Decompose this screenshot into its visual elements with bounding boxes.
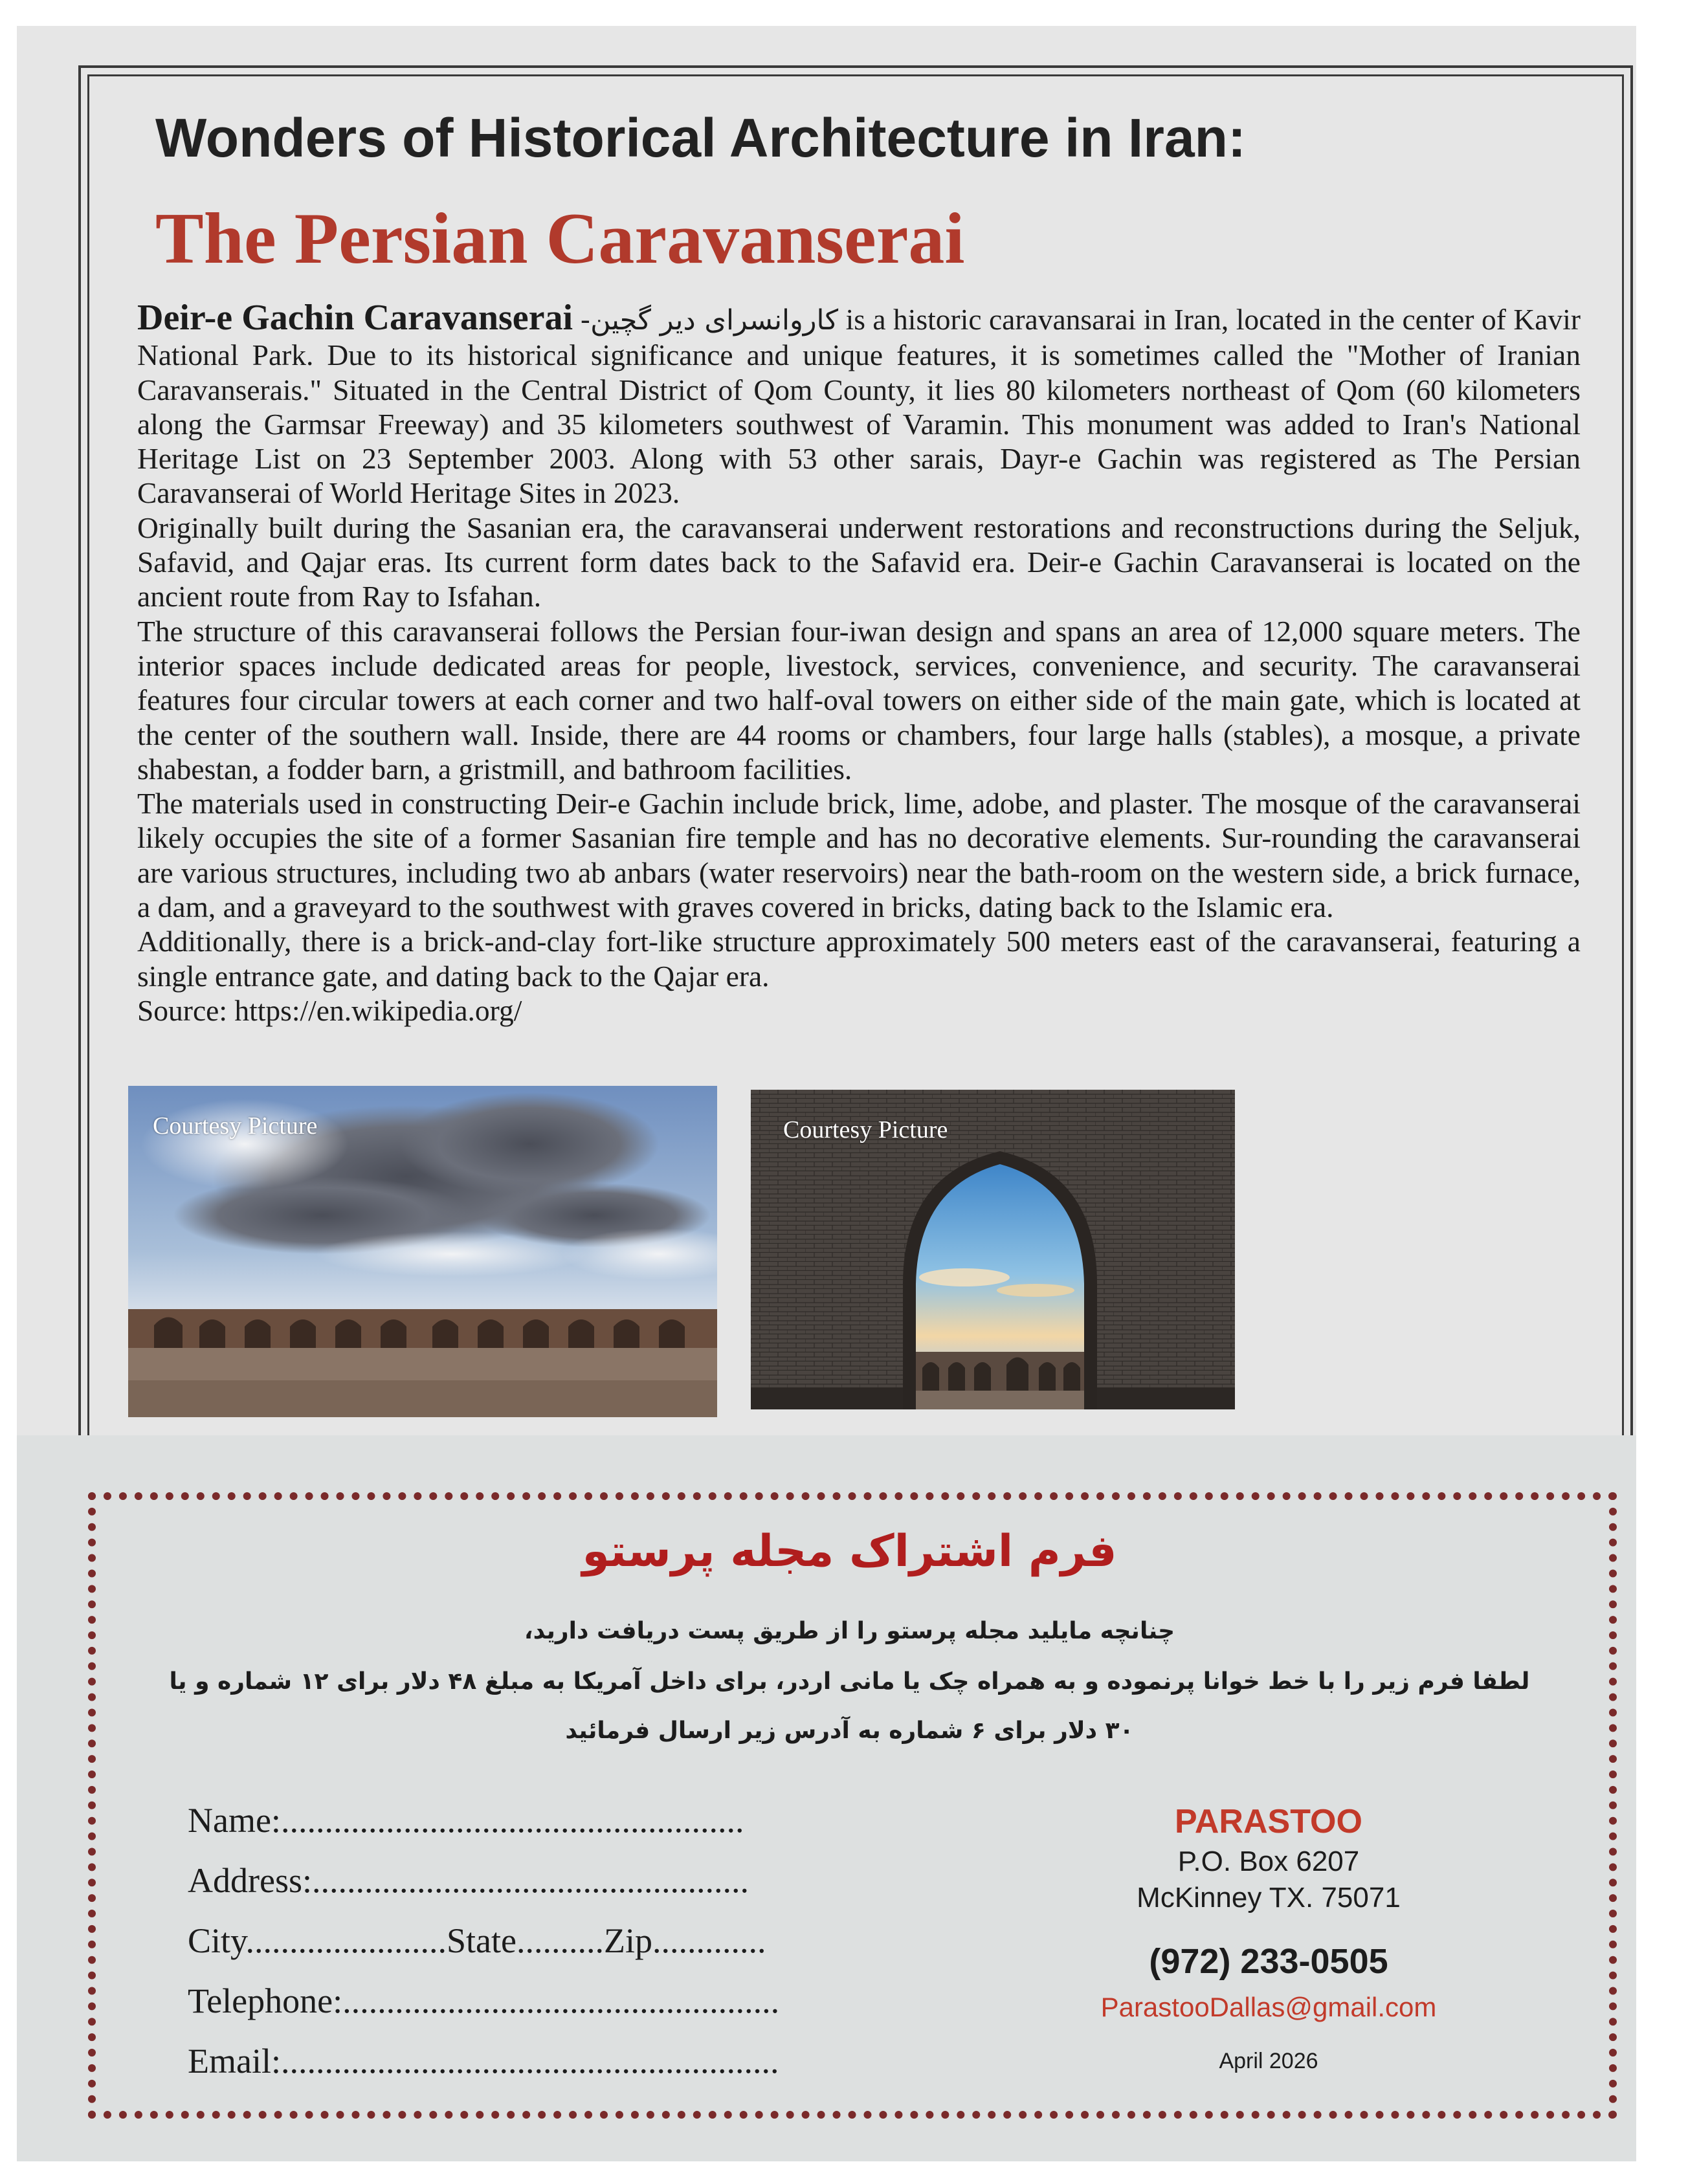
lead-farsi-name: -کاروانسرای دیر گچین xyxy=(580,304,839,336)
photo-credit-2: Courtesy Picture xyxy=(783,1116,948,1143)
subscription-form-title: فرم اشتراک مجله پرستو xyxy=(582,1526,1117,1577)
contact-po-box: P.O. Box 6207 xyxy=(1177,1846,1360,1877)
article-paragraph-1 xyxy=(137,298,1581,511)
email-field: Email:......................................................... xyxy=(188,2042,779,2080)
contact-city: McKinney TX. 75071 xyxy=(1137,1882,1401,1914)
subscription-instructions-2: لطفا فرم زیر را با خط خوانا پرنموده و به همراه چک یا مانی اردر، برای داخل آمریکا به مبلغ ۴۸ دلار برای ۱۲ شماره و یا xyxy=(169,1668,1530,1695)
photo-credit-1: Courtesy Picture xyxy=(153,1112,318,1140)
contact-email: ParastooDallas@gmail.com xyxy=(1100,1992,1437,2022)
article-heading: Wonders of Historical Architecture in Iran: xyxy=(155,107,1246,168)
article-source: Source: https://en.wikipedia.org/ xyxy=(137,993,522,1027)
issue-date: April 2026 xyxy=(1219,2049,1318,2073)
article-paragraph-2: Originally built during the Sasanian era, the caravanserai underwent restorations and reconstructions during the Seljuk, Safavid, and Qajar eras. Its current form dates back to the Safavid era. Deir-e Gachin Caravanserai is located on the ancient route from Ray to Isfahan. xyxy=(137,511,1581,613)
article-paragraph-3: The structure of this caravanserai follows the Persian four-iwan design and spans an area of 12,000 square meters. The interior spaces include dedicated areas for people, livestock, services, convenience, and security. The caravanserai features four circular towers at each corner and two half-oval towers on either side of the main gate, which is located at the center of the southern wall. Inside, there are 44 rooms or chambers, four large halls (stables), a mosque, a private shabestan, a fodder barn, a gristmill, and bathroom facilities. xyxy=(137,614,1581,786)
article-paragraph-5: Additionally, there is a brick-and-clay fort-like structure approximately 500 meters east of the caravanserai, featuring a single entrance gate, and dating back to the Qajar era. xyxy=(137,925,1581,993)
city-state-zip-field: City.......................State..........Zip............. xyxy=(188,1921,766,1960)
subscription-instructions-1: چنانچه مایلید مجله پرستو را از طریق پست دریافت دارید، xyxy=(524,1618,1175,1644)
caravanserai-courtyard-photo xyxy=(128,1086,717,1417)
contact-phone: (972) 233-0505 xyxy=(1149,1942,1388,1981)
telephone-field: Telephone:.................................................. xyxy=(188,1981,780,2020)
article-body xyxy=(137,298,1581,1028)
name-field: Name:..................................................... xyxy=(188,1801,744,1840)
lead-title: Deir-e Gachin Caravanserai xyxy=(137,298,573,338)
address-field: Address:.................................................. xyxy=(188,1861,749,1900)
subscription-instructions-3: ۳۰ دلار برای ۶ شماره به آدرس زیر ارسال فرمائید xyxy=(565,1717,1134,1744)
article-paragraph-4: The materials used in constructing Deir-e Gachin include brick, lime, adobe, and plaster. The mosque of the caravanserai likely occupies the site of a former Sasanian fire temple and has no decorative elements. Sur-rounding the caravanserai are various structures, including two ab anbars (water reservoirs) near the bath-room on the western side, a brick furnace, a dam, and a graveyard to the southwest with graves covered in bricks, dating back to the Islamic era. xyxy=(137,787,1581,924)
paragraph-1-text: is a historic caravansarai in Iran, located in the center of Kavir National Park. Due to its historical significance and unique features, it is sometimes called the "Mother of Iranian Caravanserais." Situated in the Central District of Qom County, it lies 80 kilometers northeast of Qom (60 kilometers along the Garmsar Freeway) and 35 kilometers southwest of Varamin. This monument was added to Iran's National Heritage List on 23 September 2003. Along with 53 other sarais, Dayr-e Gachin was registered as The Persian Caravanserai of World Heritage Sites in 2023. xyxy=(137,303,1581,510)
caravanserai-archway-photo xyxy=(751,1090,1235,1409)
contact-name: PARASTOO xyxy=(1175,1803,1362,1840)
article-subheading: The Persian Caravanserai xyxy=(155,199,965,279)
